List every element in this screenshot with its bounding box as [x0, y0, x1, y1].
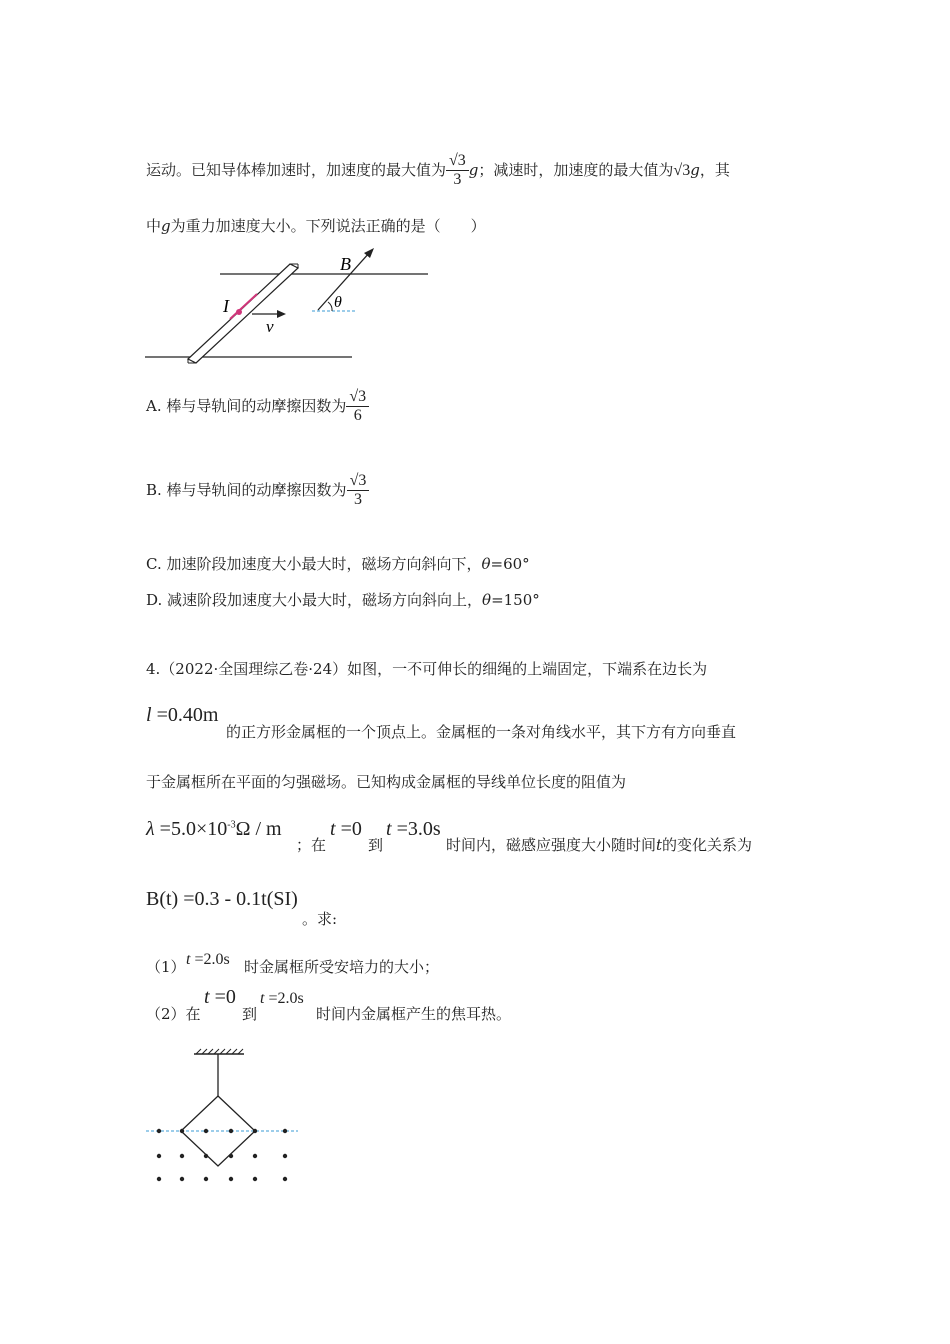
question-4-line-2	[146, 704, 218, 727]
option-b-fraction	[347, 472, 370, 510]
part-1-label: （1）	[146, 958, 186, 976]
g-symbol-2: g	[690, 160, 700, 179]
option-a[interactable]	[146, 388, 369, 426]
t-symbol-2: t	[386, 818, 392, 840]
t-symbol-6: t	[260, 990, 265, 1007]
option-d-value: =150°	[491, 591, 540, 609]
question-4-header: 4.（2022·全国理综乙卷·24）如图，一不可伸长的细绳的上端固定，下端系在边长为	[146, 660, 708, 678]
intro-line-2	[146, 215, 486, 236]
fraction-denominator: 3	[446, 170, 469, 189]
intro-text-a: 运动。已知导体棒加速时，加速度的最大值为	[146, 160, 447, 179]
question-4-text-4	[446, 834, 752, 855]
t-symbol-4: t	[186, 951, 191, 968]
option-a-denominator: 6	[346, 406, 369, 425]
accel-fraction	[446, 152, 469, 190]
part-1-time-value: =2.0s	[190, 951, 230, 968]
t0-expression	[330, 818, 362, 841]
option-a-text: A. 棒与导轨间的动摩擦因数为	[146, 396, 347, 415]
length-symbol: l	[146, 704, 152, 726]
lambda-expression	[146, 818, 282, 841]
intro-text-b: ；减速时，加速度的最大值为	[478, 160, 674, 179]
t0-value: =0	[335, 818, 362, 840]
part-2-t2	[260, 990, 304, 1008]
option-c[interactable]	[146, 553, 530, 574]
lambda-value: =5.0×10	[154, 818, 228, 840]
part-2-label: （2）在	[146, 1005, 201, 1023]
t3-expression	[386, 818, 441, 841]
option-b[interactable]	[146, 472, 369, 510]
option-c-theta: θ	[481, 555, 491, 573]
part-1-text: 时金属框所受安培力的大小；	[244, 958, 440, 976]
option-c-text: C. 加速阶段加速度大小最大时，磁场方向斜向下，	[146, 555, 482, 573]
option-a-fraction	[346, 388, 369, 426]
t-symbol-3: t	[656, 836, 663, 854]
part-2-t0	[204, 986, 236, 1009]
magnetic-field-dots	[157, 1129, 287, 1181]
velocity-label: v	[266, 317, 274, 336]
lambda-unit: Ω / m	[235, 818, 282, 840]
current-label: I	[223, 296, 229, 316]
question-4-text-4c: 的变化关系为	[662, 836, 753, 854]
g-symbol-3: g	[161, 217, 171, 235]
current-dot	[236, 309, 242, 315]
question-4-text-4b: 时间内，磁感应强度大小随时间	[446, 836, 657, 854]
option-d[interactable]	[146, 589, 540, 610]
t-symbol-5: t	[204, 986, 210, 1008]
length-expression	[146, 704, 218, 726]
part-1-time	[186, 951, 230, 969]
field-time-expression: B(t) =0.3 - 0.1t(SI)	[146, 888, 298, 910]
field-label: B	[340, 254, 351, 274]
part-2-t0-value: =0	[209, 986, 236, 1008]
part-2-t2-value: =2.0s	[264, 990, 304, 1007]
intro-text-c: ，其	[699, 160, 730, 179]
option-b-text: B. 棒与导轨间的动摩擦因数为	[146, 480, 347, 499]
intro-text-d: 中	[146, 217, 162, 235]
semicolon-zai: ；在	[296, 836, 327, 854]
t-symbol-1: t	[330, 818, 336, 840]
option-b-numerator: √3	[349, 472, 367, 489]
lambda-symbol: λ	[146, 818, 155, 840]
angle-label: θ	[334, 294, 342, 311]
option-d-text: D. 减速阶段加速度大小最大时，磁场方向斜向上，	[146, 591, 483, 609]
length-value: =0.40m	[151, 704, 219, 726]
sqrt3-symbol: √3	[673, 161, 691, 179]
intro-line-1	[146, 152, 730, 190]
question-4-text-3: 于金属框所在平面的匀强磁场。已知构成金属框的导线单位长度的阻值为	[146, 773, 627, 791]
option-c-value: =60°	[490, 555, 530, 573]
part-2-text: 时间内金属框产生的焦耳热。	[316, 1005, 512, 1023]
option-b-denominator: 3	[347, 490, 370, 509]
metal-frame-figure	[140, 1040, 310, 1190]
t3-value: =3.0s	[391, 818, 441, 840]
option-a-numerator: √3	[349, 388, 367, 405]
part-2-dao: 到	[242, 1005, 258, 1023]
rail-rod-figure	[140, 244, 440, 369]
option-d-theta: θ	[482, 591, 492, 609]
question-4-text-2: 的正方形金属框的一个顶点上。金属框的一条对角线水平，其下方有方向垂直	[226, 723, 737, 741]
intro-text-e: 为重力加速度大小。下列说法正确的是（ ）	[170, 217, 486, 235]
fraction-numerator: √3	[449, 152, 466, 169]
lambda-exponent: -3	[227, 819, 236, 831]
qiu-text: 。求:	[302, 910, 338, 928]
g-symbol: g	[468, 160, 479, 179]
dao-text: 到	[368, 836, 384, 854]
